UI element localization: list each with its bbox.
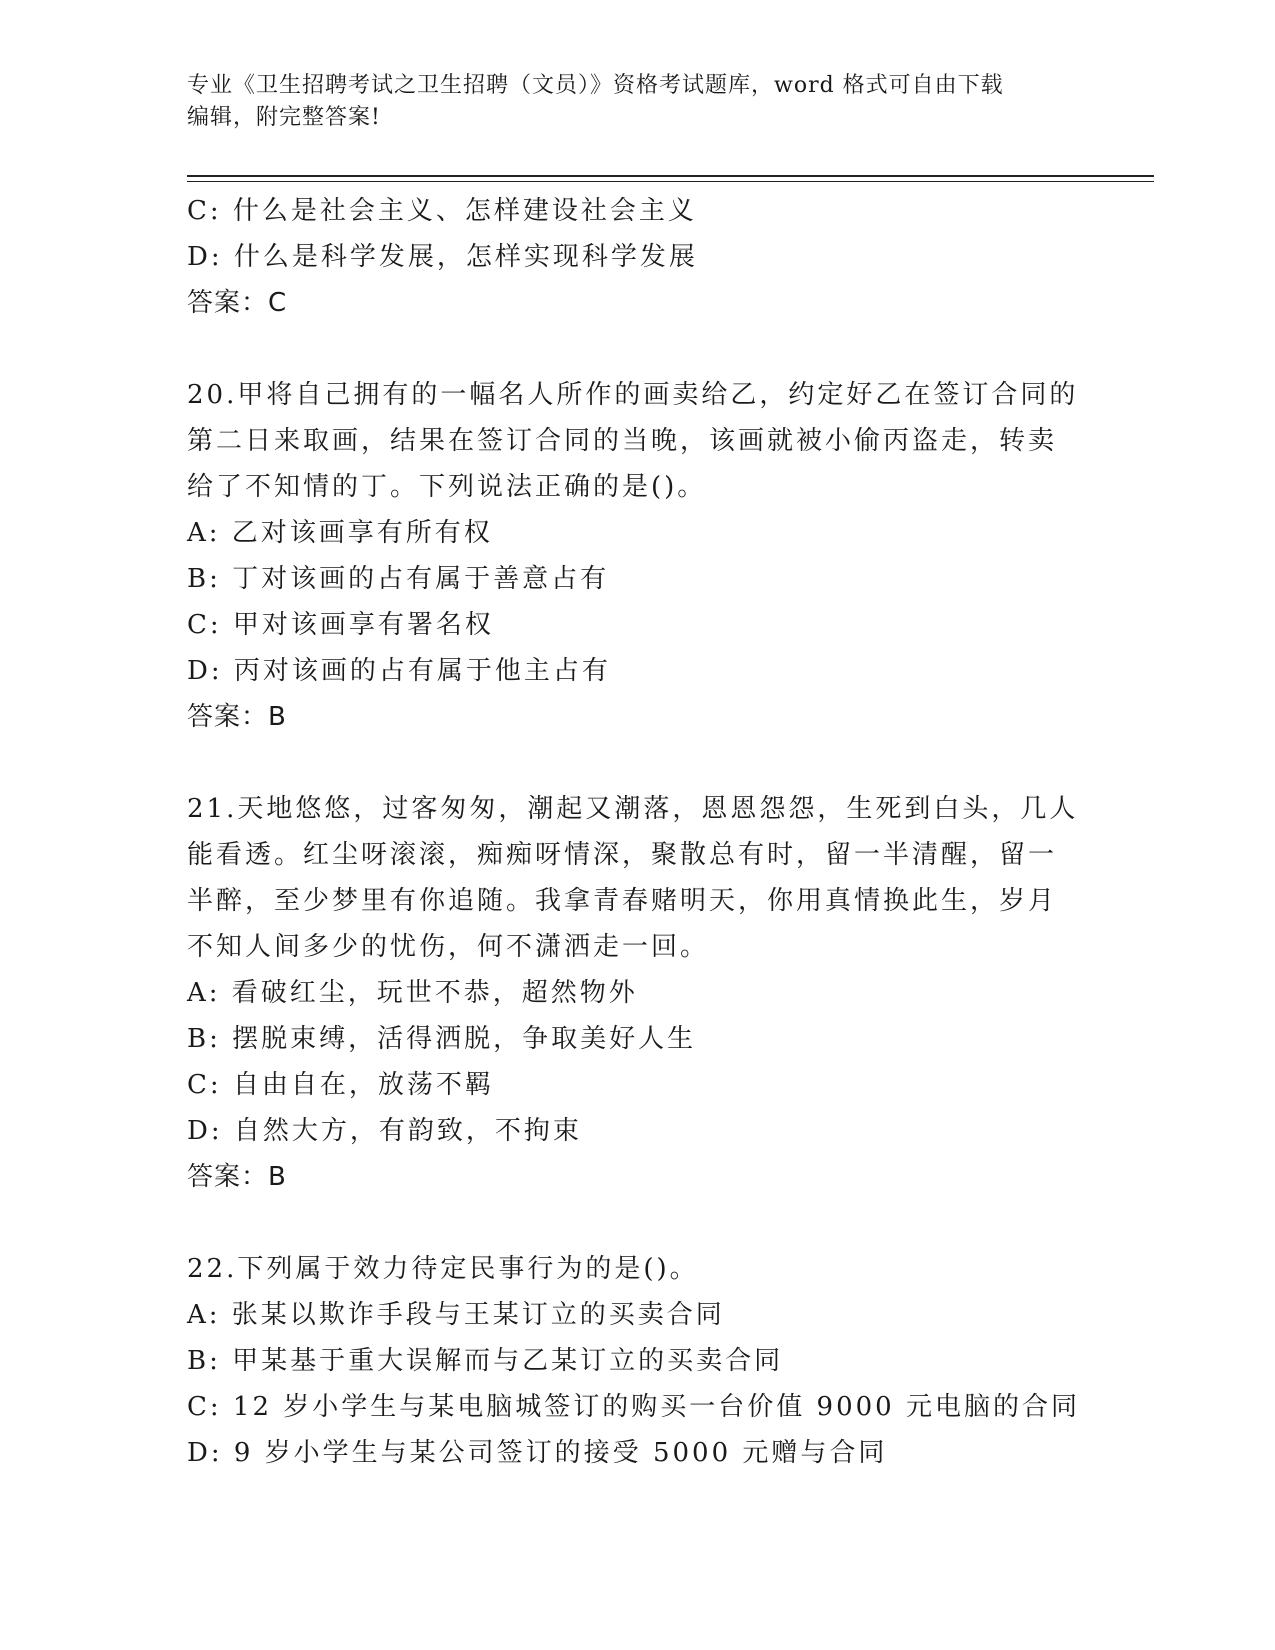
spacer (187, 326, 1087, 372)
question-text-line: 半醉，至少梦里有你追随。我拿青春赌明天，你用真情换此生，岁月 (187, 886, 1058, 916)
question-19-tail (187, 188, 1087, 326)
header-divider-thin (187, 181, 1154, 182)
question-text-line: 能看透。红尘呀滚滚，痴痴呀情深，聚散总有时，留一半清醒，留一 (187, 840, 1058, 870)
spacer (187, 1200, 1087, 1246)
question-text-line: 21.天地悠悠，过客匆匆，潮起又潮落，恩恩怨怨，生死到白头，几人 (187, 794, 1079, 824)
option-c: C: 自由自在，放荡不羁 (187, 1070, 494, 1100)
question-text-line: 不知人间多少的忧伤，何不潇洒走一回。 (187, 932, 710, 962)
option-c: C: 12 岁小学生与某电脑城签订的购买一台价值 9000 元电脑的合同 (187, 1392, 1080, 1422)
option-b: B: 摆脱束缚，活得洒脱，争取美好人生 (187, 1024, 697, 1054)
answer-label: 答案：C (187, 288, 288, 318)
option-a: A: 张某以欺诈手段与王某订立的买卖合同 (187, 1300, 725, 1330)
header-line-1: 专业《卫生招聘考试之卫生招聘（文员）》资格考试题库，word 格式可自由下载 (187, 73, 1004, 98)
header-line-2: 编辑，附完整答案! (187, 105, 381, 130)
question-21 (187, 786, 1087, 1200)
header-divider-thick (187, 175, 1154, 177)
question-text-line: 给了不知情的丁。下列说法正确的是()。 (187, 472, 707, 502)
question-text (187, 372, 1079, 510)
option-b: B: 甲某基于重大误解而与乙某订立的买卖合同 (187, 1346, 784, 1376)
option-c: C: 什么是社会主义、怎样建设社会主义 (187, 196, 697, 226)
spacer (187, 740, 1087, 786)
question-text-line: 22.下列属于效力待定民事行为的是()。 (187, 1254, 699, 1284)
option-d: D: 什么是科学发展，怎样实现科学发展 (187, 242, 698, 272)
document-header (187, 70, 1087, 134)
answer-label: 答案：B (187, 1162, 287, 1192)
option-d: D: 9 岁小学生与某公司签订的接受 5000 元赠与合同 (187, 1438, 888, 1468)
question-text-line: 20.甲将自己拥有的一幅名人所作的画卖给乙，约定好乙在签订合同的 (187, 380, 1079, 410)
question-22 (187, 1246, 1087, 1476)
option-d: D: 丙对该画的占有属于他主占有 (187, 656, 611, 686)
question-text (187, 786, 1079, 970)
question-20 (187, 372, 1087, 740)
option-d: D: 自然大方，有韵致，不拘束 (187, 1116, 582, 1146)
answer-label: 答案：B (187, 702, 287, 732)
option-a: A: 看破红尘，玩世不恭，超然物外 (187, 978, 638, 1008)
question-text-line: 第二日来取画，结果在签订合同的当晚，该画就被小偷丙盗走，转卖 (187, 426, 1058, 456)
question-list (187, 188, 1087, 1476)
option-c: C: 甲对该画享有署名权 (187, 610, 494, 640)
option-b: B: 丁对该画的占有属于善意占有 (187, 564, 610, 594)
option-a: A: 乙对该画享有所有权 (187, 518, 493, 548)
